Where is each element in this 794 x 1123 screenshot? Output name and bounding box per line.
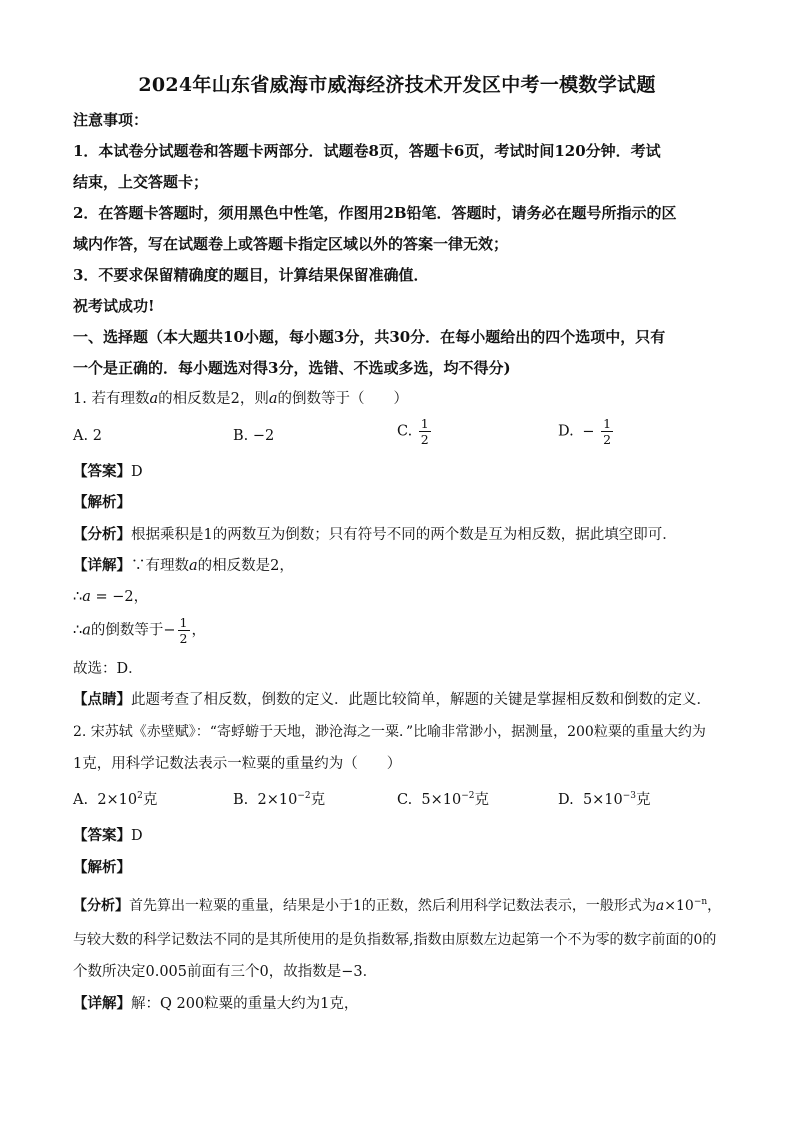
- q1-answer: 【答案】D: [73, 463, 143, 480]
- q2-xiangjie-1: 【详解】解：Q 200粒粟的重量大约为1克，: [73, 995, 359, 1012]
- q1-option-b: B. −2: [233, 428, 275, 444]
- q2-fenxi-2: 与较大数的科学记数法不同的是其所使用的是负指数幂,指数由原数左边起第一个不为零的数字前面的0的: [73, 932, 717, 948]
- q2-option-c: C. $5\times 10^{-2}$克: [397, 791, 490, 808]
- q1-fenxi: 【分析】根据乘积是1的两数互为倒数；只有符号不同的两个数是互为相反数，据此填空即可．: [73, 526, 677, 543]
- notice-item-1a: 1．本试卷分试题卷和答题卡两部分．试题卷8页，答题卡6页，考试时间120分钟．考试: [73, 142, 661, 160]
- notice-wish: 祝考试成功!: [73, 297, 155, 315]
- q2-fenxi-1: 【分析】首先算出一粒粟的重量，结果是小于1的正数，然后利用科学记数法表示，一般形式为$a\times 10^{-n}$，: [73, 897, 722, 914]
- q2-stem-2: 1克，用科学记数法表示一粒粟的重量约为（ ）: [73, 756, 402, 772]
- q1-option-d: D. − $\frac{1}{2}$: [558, 416, 612, 447]
- q2-answer: 【答案】D: [73, 827, 143, 844]
- q1-choose: 故选：D．: [73, 661, 143, 677]
- q1-analysis-tag: 【解析】: [73, 494, 131, 511]
- q2-stem-1: 2. 宋苏轼《赤壁赋》：“寄蜉蝣于天地，渺沧海之一粟．”比喻非常渺小，据测量，200粒粟的重量大约为: [73, 724, 706, 740]
- notice-item-3: 3．不要求保留精确度的题目，计算结果保留准确值．: [73, 266, 429, 284]
- q2-option-a: A. $2\times 10^2$克: [73, 791, 158, 808]
- q1-dianjing: 【点睛】此题考查了相反数，倒数的定义．此题比较简单，解题的关键是掌握相反数和倒数的定义．: [73, 691, 711, 708]
- q2-fenxi-3: 个数所决定0.005前面有三个0，故指数是−3．: [73, 964, 378, 980]
- page-title: 2024年山东省威海市威海经济技术开发区中考一模数学试题: [138, 74, 656, 96]
- q2-analysis-tag: 【解析】: [73, 859, 131, 876]
- q1-xiangjie-3: ∴a的倒数等于− $\frac{1}{2}$ ，: [73, 615, 206, 646]
- q1-stem: 1. 若有理数a的相反数是2，则a的倒数等于（ ）: [73, 391, 408, 407]
- q1-xiangjie-1: 【详解】∵有理数a的相反数是2，: [73, 557, 294, 574]
- q1-xiangjie-2: ∴a = −2，: [73, 589, 149, 605]
- section-heading-2: 一个是正确的．每小题选对得3分，选错、不选或多选，均不得分): [73, 359, 511, 377]
- section-heading-1: 一、选择题（本大题共10小题，每小题3分，共30分．在每小题给出的四个选项中，只有: [73, 328, 666, 346]
- notice-item-2b: 域内作答，写在试题卷上或答题卡指定区域以外的答案一律无效；: [73, 235, 509, 253]
- notice-item-1b: 结束，上交答题卡；: [73, 173, 209, 191]
- notice-item-2a: 2．在答题卡答题时，须用黑色中性笔，作图用2B铅笔．答题时，请务必在题号所指示的区: [73, 204, 677, 222]
- q1-option-a: A. 2: [73, 428, 102, 444]
- notice-heading: 注意事项：: [73, 111, 149, 129]
- q2-option-b: B. $2\times 10^{-2}$克: [233, 791, 326, 808]
- q2-option-d: D. $5\times 10^{-3}$克: [558, 791, 651, 808]
- q1-option-c: C. $\frac{1}{2}$: [397, 416, 429, 447]
